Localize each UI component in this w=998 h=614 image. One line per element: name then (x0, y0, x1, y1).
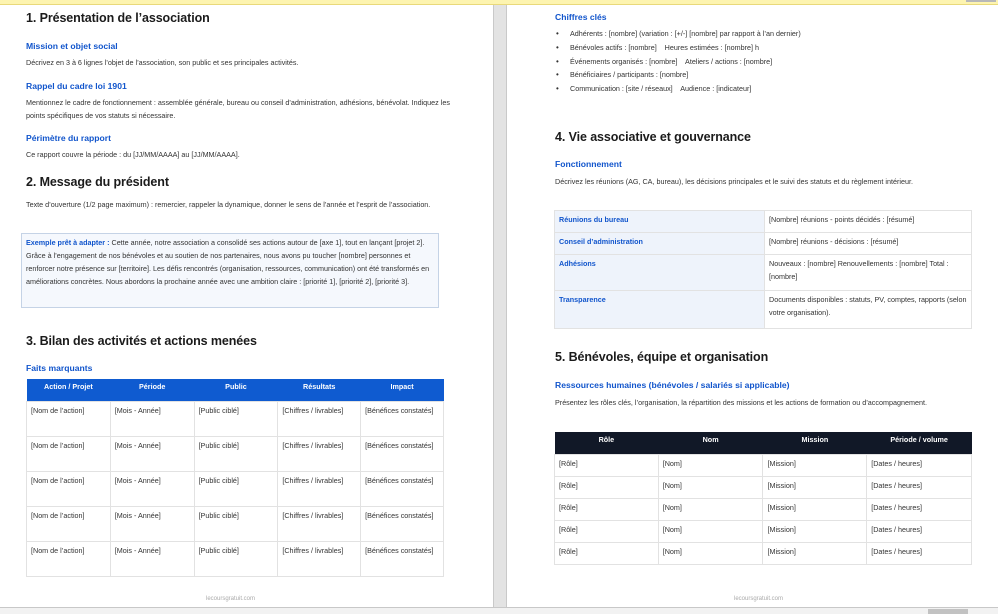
table-row (27, 506, 444, 541)
table-cell: [Mois - Année] (110, 541, 194, 576)
table-cell: [Chiffres / livrables] (278, 471, 361, 506)
table-cell: [Nom de l’action] (27, 506, 111, 541)
table-row (555, 255, 972, 291)
table-cell: [Nom] (658, 454, 763, 476)
table-row (555, 233, 972, 255)
table-row (555, 542, 972, 564)
table-row (27, 401, 444, 436)
section-5-title: 5. Bénévoles, équipe et organisation (555, 350, 769, 364)
table-row (555, 454, 972, 476)
table-cell: [Rôle] (555, 498, 659, 520)
table-cell: [Nom de l’action] (27, 541, 111, 576)
table-cell: [Bénéfices constatés] (361, 541, 444, 576)
table-row (27, 436, 444, 471)
page-footer-left: lecoursgratuit.com (206, 596, 256, 602)
table-cell: [Public ciblé] (194, 506, 278, 541)
table-cell: [Bénéfices constatés] (361, 471, 444, 506)
row-value: [Nombre] réunions - points décidés : [résumé] (765, 211, 972, 233)
section-4-title: 4. Vie associative et gouvernance (555, 130, 751, 144)
top-scroll-thumb[interactable] (966, 0, 996, 2)
table-cell: [Chiffres / livrables] (278, 506, 361, 541)
horizontal-scrollbar[interactable] (0, 607, 998, 614)
table-cell: [Public ciblé] (194, 436, 278, 471)
table-cell: [Rôle] (555, 542, 659, 564)
row-key: Conseil d’administration (555, 233, 765, 255)
section-1-title: 1. Présentation de l’association (26, 11, 210, 25)
president-intro: Texte d’ouverture (1/2 page maximum) : remercier, rappeler la dynamique, donner le sens de l’année et l’esprit de l’association. (26, 200, 431, 209)
actions-table-header (27, 379, 444, 401)
table-row (555, 498, 972, 520)
table-cell: [Chiffres / livrables] (278, 541, 361, 576)
table-cell: [Dates / heures] (867, 476, 972, 498)
table-cell: [Dates / heures] (867, 454, 972, 476)
col-header: Résultats (278, 379, 361, 401)
perimetre-text: Ce rapport couvre la période : du [JJ/MM/AAAA] au [JJ/MM/AAAA]. (26, 150, 240, 159)
loi-text: Mentionnez le cadre de fonctionnement : assemblée générale, bureau ou conseil d’administration, adhésions, bénévolat. Indiquez les points spécifiques de vos statuts si nécessaire. (26, 98, 450, 120)
table-row (27, 541, 444, 576)
list-item: • Adhérents : [nombre] (variation : [+/-] [nombre] par rapport à l’an dernier) (554, 27, 801, 41)
horizontal-scroll-thumb[interactable] (928, 609, 968, 614)
ressources-humaines-text: Présentez les rôles clés, l’organisation, la répartition des missions et les actions de formation ou d’accompagnement. (555, 398, 927, 407)
table-cell: [Mois - Année] (110, 506, 194, 541)
chiffres-cles-list (554, 27, 801, 96)
col-header: Période / volume (867, 432, 972, 454)
col-header: Période (110, 379, 194, 401)
mission-text: Décrivez en 3 à 6 lignes l’objet de l’association, son public et ses principales activités. (26, 58, 299, 67)
table-cell: [Chiffres / livrables] (278, 436, 361, 471)
page-footer-right: lecoursgratuit.com (734, 596, 784, 602)
row-key: Transparence (555, 291, 765, 329)
table-cell: [Bénéfices constatés] (361, 401, 444, 436)
table-cell: [Mois - Année] (110, 436, 194, 471)
table-cell: [Mois - Année] (110, 401, 194, 436)
loi-heading: Rappel du cadre loi 1901 (26, 81, 127, 91)
row-key: Réunions du bureau (555, 211, 765, 233)
table-cell: [Public ciblé] (194, 401, 278, 436)
list-item: • Événements organisés : [nombre] Ateliers / actions : [nombre] (554, 55, 801, 69)
table-row (27, 471, 444, 506)
callout-lead: Exemple prêt à adapter : (26, 238, 110, 247)
governance-table (554, 210, 972, 329)
chiffres-cles-heading: Chiffres clés (555, 12, 607, 22)
team-table (554, 432, 972, 565)
col-header: Nom (658, 432, 763, 454)
table-cell: [Rôle] (555, 476, 659, 498)
col-header: Public (194, 379, 278, 401)
table-cell: [Bénéfices constatés] (361, 436, 444, 471)
table-cell: [Mission] (763, 476, 867, 498)
table-row (555, 476, 972, 498)
fonctionnement-text: Décrivez les réunions (AG, CA, bureau), les décisions principales et le suivi des statuts et du règlement intérieur. (555, 177, 913, 186)
table-row (555, 291, 972, 329)
table-cell: [Nom] (658, 520, 763, 542)
row-value: Documents disponibles : statuts, PV, comptes, rapports (selon votre organisation). (765, 291, 972, 329)
table-cell: [Rôle] (555, 520, 659, 542)
list-item: • Bénévoles actifs : [nombre] Heures estimées : [nombre] h (554, 41, 801, 55)
col-header: Rôle (555, 432, 659, 454)
table-cell: [Nom] (658, 498, 763, 520)
table-cell: [Nom de l’action] (27, 436, 111, 471)
example-callout (21, 233, 439, 308)
row-value: Nouveaux : [nombre] Renouvellements : [nombre] Total : [nombre] (765, 255, 972, 291)
col-header: Mission (763, 432, 867, 454)
actions-table (26, 379, 444, 577)
ressources-humaines-heading: Ressources humaines (bénévoles / salariés si applicable) (555, 380, 790, 390)
table-cell: [Mission] (763, 454, 867, 476)
table-cell: [Mois - Année] (110, 471, 194, 506)
faits-marquants-heading: Faits marquants (26, 363, 93, 373)
col-header: Action / Projet (27, 379, 111, 401)
mission-heading: Mission et objet social (26, 41, 118, 51)
table-cell: [Nom] (658, 542, 763, 564)
list-item: • Communication : [site / réseaux] Audience : [indicateur] (554, 82, 801, 96)
row-key: Adhésions (555, 255, 765, 291)
section-3-title: 3. Bilan des activités et actions menées (26, 334, 257, 348)
table-cell: [Dates / heures] (867, 542, 972, 564)
table-cell: [Public ciblé] (194, 541, 278, 576)
table-cell: [Public ciblé] (194, 471, 278, 506)
row-value: [Nombre] réunions - décisions : [résumé] (765, 233, 972, 255)
table-row (555, 520, 972, 542)
section-2-title: 2. Message du président (26, 175, 169, 189)
page-gutter (493, 5, 507, 607)
fonctionnement-heading: Fonctionnement (555, 159, 622, 169)
table-cell: [Mission] (763, 542, 867, 564)
table-cell: [Nom] (658, 476, 763, 498)
table-cell: [Rôle] (555, 454, 659, 476)
table-cell: [Mission] (763, 520, 867, 542)
callout-text: Cette année, notre association a consolidé ses actions autour de [axe 1], tout en lançant [projet 2]. Grâce à l’engagement de nos bénévoles et au soutien de nos partenaires, nous avons pu toucher [nombre] personnes et renforcer notre présence sur [territoire]. Les défis rencontrés (organisation, ressources, communication) ont été transformés en améliorations concrètes. Nous abordons la prochaine année avec une ambition claire : [priorité 1], [priorité 2], [priorité 3]. (26, 238, 430, 286)
perimetre-heading: Périmètre du rapport (26, 133, 112, 143)
table-row (555, 211, 972, 233)
table-cell: [Nom de l’action] (27, 401, 111, 436)
table-cell: [Bénéfices constatés] (361, 506, 444, 541)
table-cell: [Chiffres / livrables] (278, 401, 361, 436)
table-cell: [Mission] (763, 498, 867, 520)
team-table-header (555, 432, 972, 454)
document-page-left (0, 5, 493, 607)
list-item: • Bénéficiaires / participants : [nombre] (554, 68, 801, 82)
table-cell: [Dates / heures] (867, 520, 972, 542)
col-header: Impact (361, 379, 444, 401)
table-cell: [Nom de l’action] (27, 471, 111, 506)
table-cell: [Dates / heures] (867, 498, 972, 520)
